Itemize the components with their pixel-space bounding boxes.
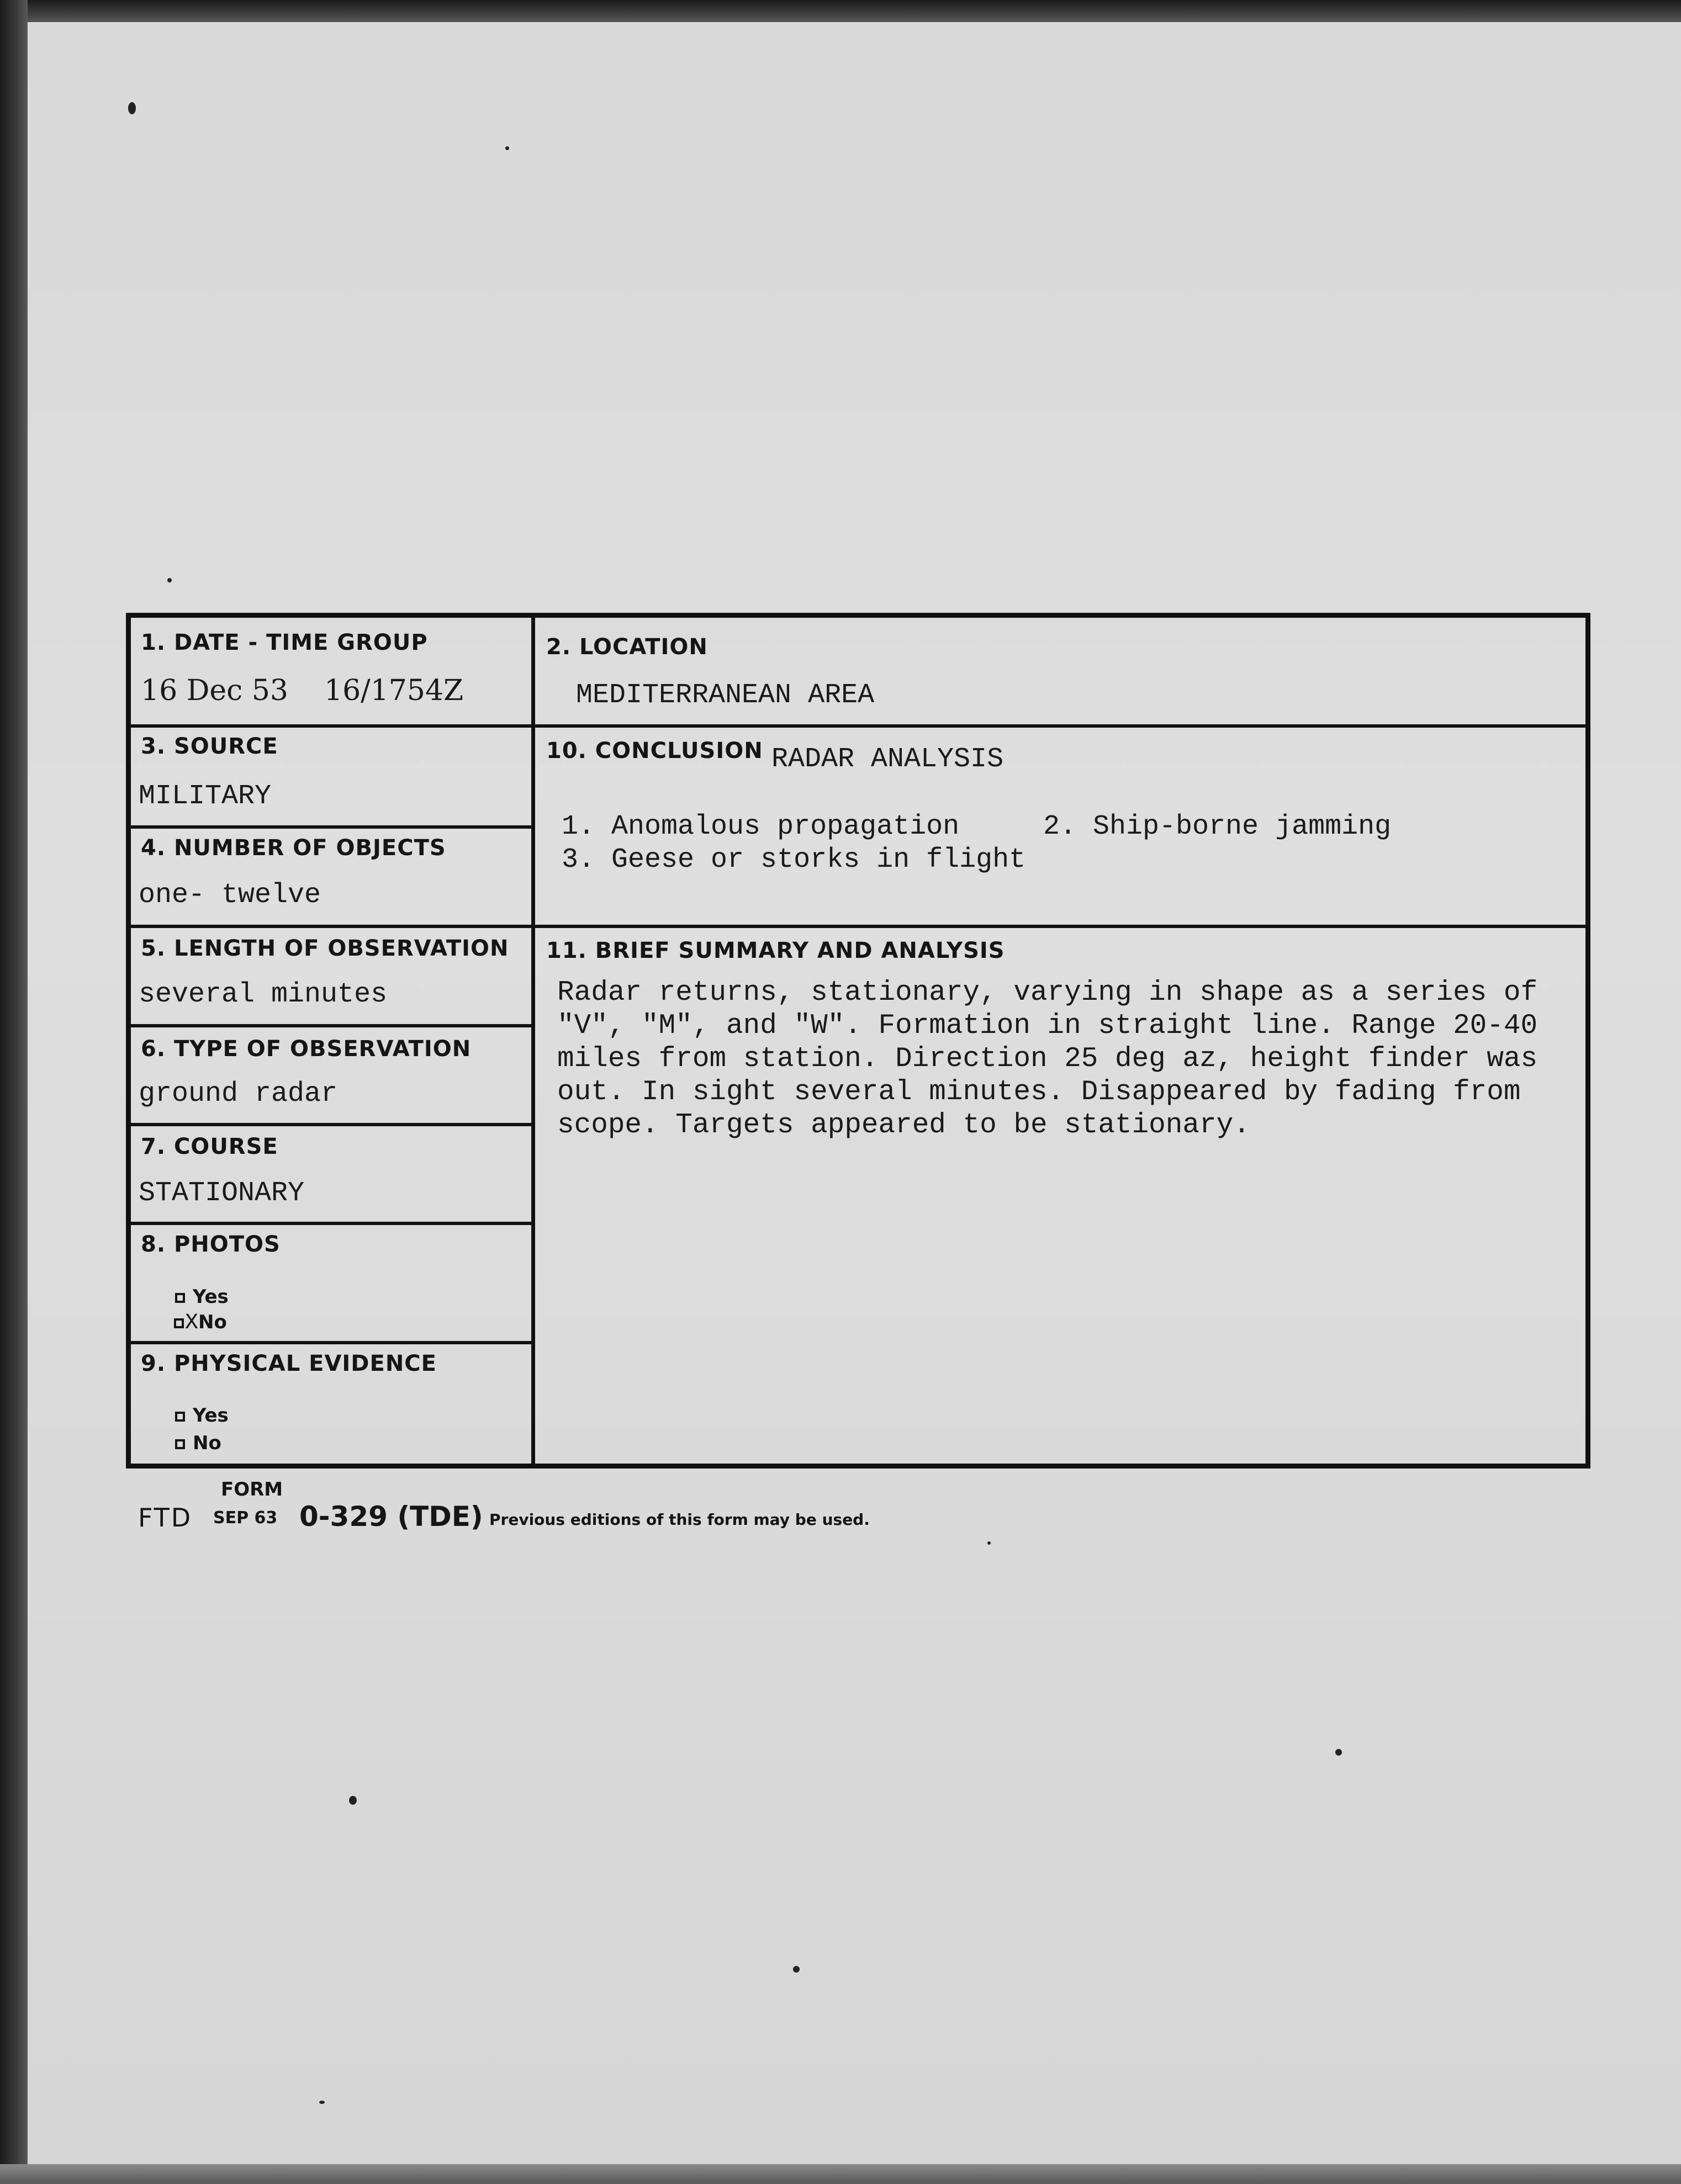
checkbox-icon [174,1318,184,1328]
row-divider [131,1123,531,1126]
scan-speck [128,102,136,114]
footer-note: Previous editions of this form may be used. [489,1510,870,1529]
location-value: MEDITERRANEAN AREA [576,680,875,711]
row-divider [131,1222,531,1225]
photos-yes-label: Yes [193,1286,229,1308]
conclusion-item-1: 1. Anomalous propagation [562,811,960,842]
footer-form-number: 0-329 (TDE) [299,1501,483,1533]
length-of-observation-label: 5. LENGTH OF OBSERVATION [141,936,509,961]
footer-form-word: FORM [221,1478,283,1501]
footer-date: SEP 63 [213,1508,278,1528]
length-of-observation-value: several minutes [139,979,388,1010]
summary-line: miles from station. Direction 25 deg az, height finder was [557,1043,1538,1075]
photos-label: 8. PHOTOS [141,1232,281,1257]
scan-speck [349,1796,357,1805]
date-value: 16 Dec 53 [141,674,288,707]
physical-evidence-label: 9. PHYSICAL EVIDENCE [141,1351,437,1376]
checkbox-icon [175,1439,185,1449]
number-of-objects-value: one- twelve [139,879,321,911]
physical-evidence-yes-label: Yes [193,1404,229,1427]
x-mark-icon: X [185,1311,199,1335]
summary-label: 11. BRIEF SUMMARY AND ANALYSIS [546,938,1005,963]
photos-no-label: No [198,1311,227,1333]
conclusion-item-3: 3. Geese or storks in flight [562,844,1026,876]
row-divider [131,724,1586,728]
row-divider [131,1341,531,1344]
photos-no-option[interactable] [174,1311,227,1335]
scan-left-edge [0,0,28,2184]
footer-org: FTD [138,1503,193,1533]
source-label: 3. SOURCE [141,734,278,759]
time-value: 16/1754Z [324,674,464,707]
summary-line: out. In sight several minutes. Disappeared by fading from [557,1077,1521,1108]
physical-evidence-no-option[interactable] [175,1432,221,1454]
physical-evidence-yes-option[interactable] [175,1404,229,1427]
location-label: 2. LOCATION [546,634,708,660]
number-of-objects-label: 4. NUMBER OF OBJECTS [141,835,446,861]
scan-bottom-edge [0,2164,1681,2184]
scan-speck [987,1541,991,1545]
photos-yes-option[interactable] [175,1286,229,1308]
checkbox-icon [175,1412,185,1422]
conclusion-label: 10. CONCLUSION [546,738,763,764]
scan-speck [793,1966,800,1973]
checkbox-icon [175,1293,185,1303]
conclusion-heading: RADAR ANALYSIS [771,744,1004,775]
row-divider [131,825,531,829]
date-time-label: 1. DATE - TIME GROUP [141,630,428,655]
physical-evidence-no-label: No [193,1432,221,1454]
row-divider [131,1024,531,1027]
scan-speck [319,2101,325,2104]
scan-speck [1335,1749,1342,1756]
conclusion-item-2: 2. Ship-borne jamming [1043,811,1392,842]
source-value: MILITARY [139,781,272,812]
summary-line: "V", "M", and "W". Formation in straight line. Range 20-40 [557,1010,1538,1042]
type-of-observation-label: 6. TYPE OF OBSERVATION [141,1036,472,1062]
type-of-observation-value: ground radar [139,1078,338,1110]
scan-top-edge [0,0,1681,22]
course-label: 7. COURSE [141,1134,278,1159]
summary-text [557,977,1573,1142]
column-divider [531,618,535,1465]
scan-speck [167,578,172,582]
report-form [126,613,1590,1469]
course-value: STATIONARY [139,1178,305,1209]
row-divider [131,925,1586,928]
scan-speck [505,146,509,150]
summary-line: Radar returns, stationary, varying in shape as a series of [557,977,1538,1009]
summary-line: scope. Targets appeared to be stationary. [557,1110,1250,1141]
